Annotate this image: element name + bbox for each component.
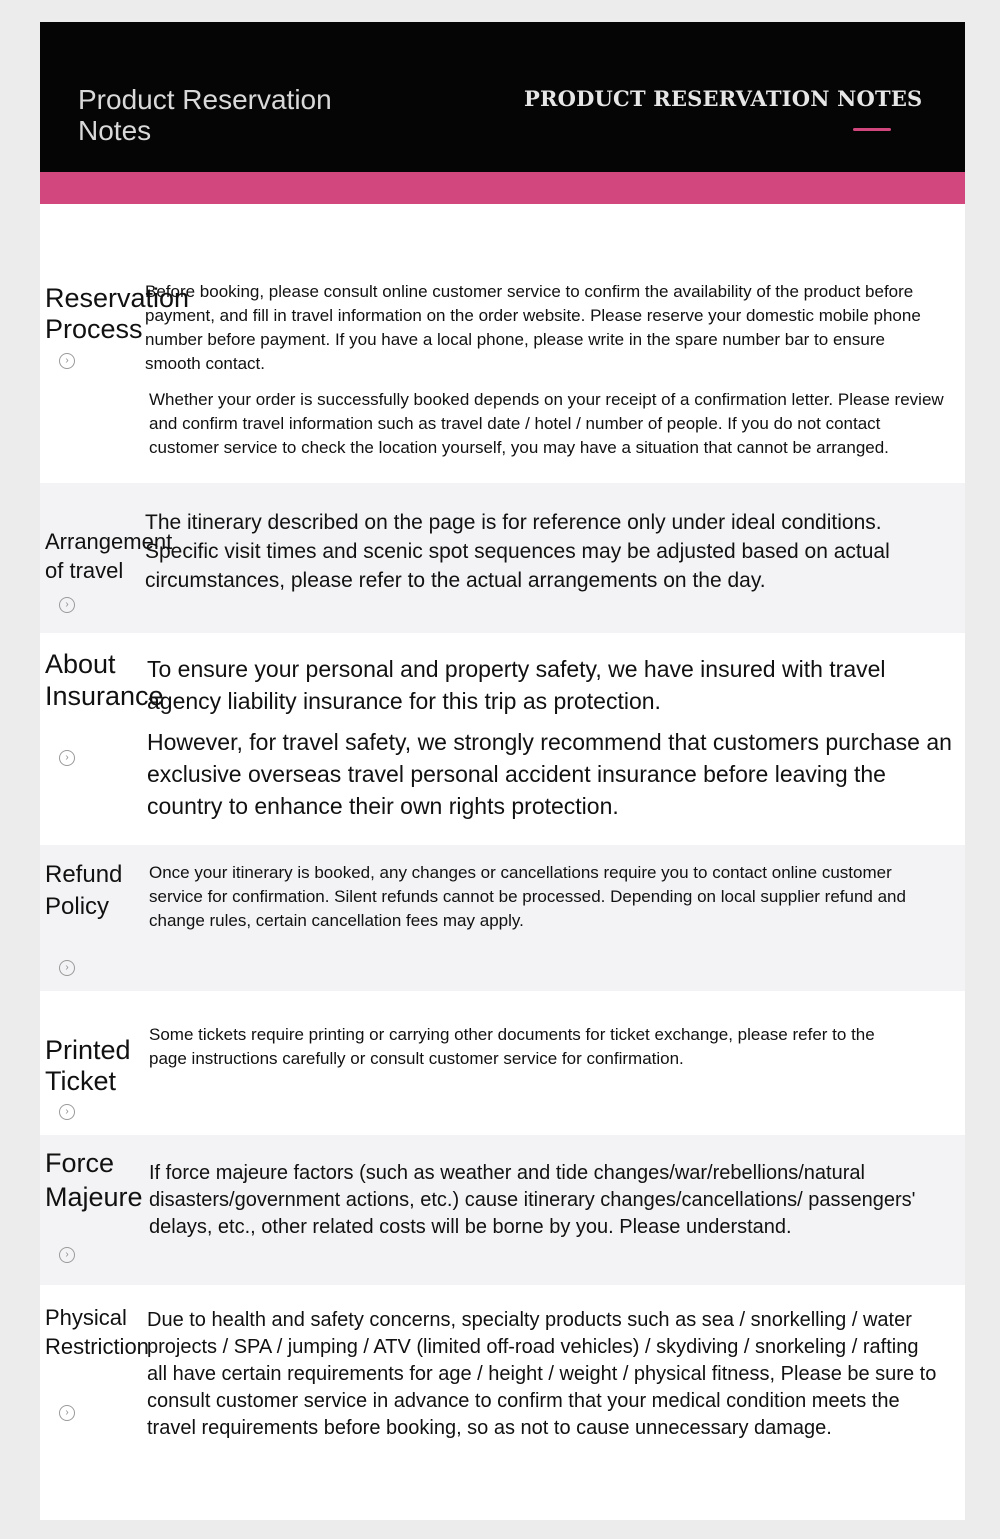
section-label-line: Policy: [45, 893, 110, 920]
section-label-line: Physical: [45, 1305, 127, 1330]
section-label-line: Printed: [45, 1035, 131, 1065]
chevron-right-circle-icon: ›: [59, 750, 75, 766]
section-label-line: Process: [45, 314, 143, 344]
section-label-line: Force: [45, 1148, 115, 1178]
chevron-right-circle-icon: ›: [59, 353, 75, 369]
section-physical-restriction: [40, 1289, 965, 1504]
section-label-line: Refund: [45, 861, 123, 888]
section-refund-policy: [40, 845, 965, 991]
section-arrangement-of-travel: [40, 483, 965, 633]
header-tagline: PRODUCT RESERVATION NOTES: [524, 86, 923, 111]
section-about-insurance: [40, 636, 965, 839]
section-label: [45, 648, 164, 712]
section-label: [45, 1035, 133, 1097]
section-label-line: Insurance: [45, 681, 164, 711]
section-label: [45, 527, 173, 585]
section-paragraph: Whether your order is successfully booked depends on your receipt of a confirmation letter. Please review and confirm travel information such as travel date / hotel / number of people. If you do not contact customer service to check the location yourself, you may have a situation that cannot be arranged.: [149, 390, 944, 457]
notes-card: [40, 22, 965, 1520]
chevron-right-circle-icon: ›: [59, 1104, 75, 1120]
section-paragraph: Due to health and safety concerns, specialty products such as sea / snorkelling / water projects / SPA / jumping / ATV (limited off-road vehicles) / skydiving / snorkeling / rafting all have certain requirements for age / height / weight / physical fitness, Please be sure to consult customer service in advance to confirm that your medical condition meets the travel requirements before booking, so as not to cause unnecessary damage.: [147, 1309, 937, 1439]
section-printed-ticket: [40, 995, 965, 1133]
section-label-line: Majeure: [45, 1182, 143, 1212]
section-force-majeure: [40, 1135, 965, 1285]
section-paragraph: Before booking, please consult online customer service to confirm the availability of the product before payment, and fill in travel information on the order website. Please reserve your domestic mobile phone number before payment. If you have a local phone, please write in the spare number bar to ensure smooth contact.: [145, 282, 921, 373]
chevron-right-circle-icon: ›: [59, 960, 75, 976]
section-paragraph: However, for travel safety, we strongly recommend that customers purchase an exclusive overseas travel personal accident insurance before leaving the country to enhance their own rights protection.: [147, 729, 952, 819]
section-label-line: of travel: [45, 558, 124, 583]
section-reservation-process: [40, 245, 965, 481]
section-label-line: About: [45, 649, 116, 679]
section-label-line: Restriction: [45, 1334, 149, 1359]
accent-band: [40, 172, 965, 204]
page-title: Product Reservation Notes: [78, 84, 332, 146]
section-paragraph: The itinerary described on the page is for reference only under ideal conditions. Specific visit times and scenic spot sequences may be adjusted based on actual circumstances, please refer to the actual arrangements on the day.: [145, 511, 890, 592]
section-label: [45, 283, 190, 345]
section-label: [45, 1146, 143, 1214]
section-label: [45, 859, 133, 923]
header-bar: [40, 22, 965, 172]
section-label: [45, 1303, 149, 1361]
header-accent-dash: [853, 128, 891, 131]
section-paragraph: To ensure your personal and property safety, we have insured with travel agency liability insurance for this trip as protection.: [147, 656, 886, 714]
section-body: [147, 653, 957, 822]
chevron-right-circle-icon: ›: [59, 597, 75, 613]
section-body: [149, 1160, 954, 1241]
section-label-line: Reservation: [45, 283, 190, 313]
section-body: [147, 1307, 937, 1442]
section-label-line: Ticket: [45, 1066, 117, 1096]
section-body: [145, 508, 955, 595]
section-body: [149, 1023, 909, 1071]
section-body: [149, 861, 929, 933]
section-label-line: Arrangement: [45, 529, 173, 554]
section-paragraph: If force majeure factors (such as weather and tide changes/war/rebellions/natural disasters/government actions, etc.) cause itinerary changes/cancellations/ passengers' delays, etc., other related costs will be borne by you. Please understand.: [149, 1162, 916, 1238]
chevron-right-circle-icon: ›: [59, 1405, 75, 1421]
section-paragraph: Once your itinerary is booked, any changes or cancellations require you to contact online customer service for confirmation. Silent refunds cannot be processed. Depending on local supplier refund and change rules, certain cancellation fees may apply.: [149, 863, 906, 930]
section-body: [145, 280, 945, 376]
section-paragraph: Some tickets require printing or carrying other documents for ticket exchange, please refer to the page instructions carefully or consult customer service for confirmation.: [149, 1025, 875, 1068]
section-body-2: [149, 388, 949, 460]
chevron-right-circle-icon: ›: [59, 1247, 75, 1263]
